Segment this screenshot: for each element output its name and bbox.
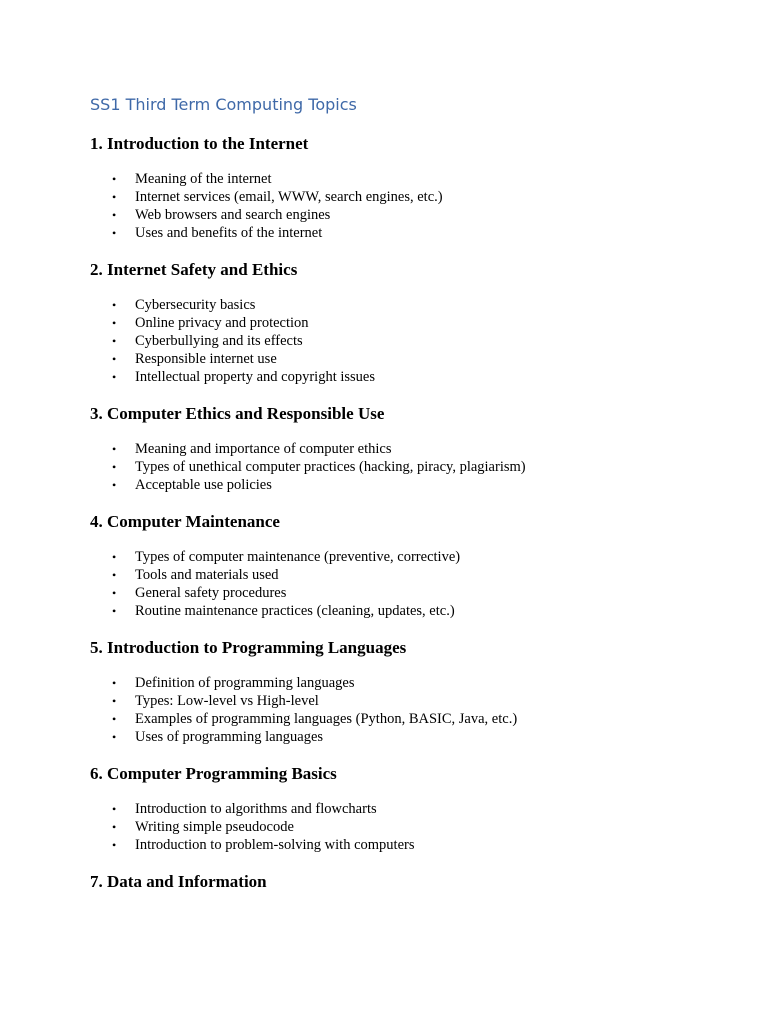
list-item-text: Intellectual property and copyright issues xyxy=(135,369,375,385)
bullet-list xyxy=(90,440,710,494)
document-title: SS1 Third Term Computing Topics xyxy=(90,95,357,114)
bullet-icon: • xyxy=(112,460,117,474)
list-item-text: Meaning and importance of computer ethics xyxy=(135,441,392,457)
section-heading: 3. Computer Ethics and Responsible Use xyxy=(90,404,385,423)
section-heading: 5. Introduction to Programming Languages xyxy=(90,638,407,657)
bullet-list xyxy=(90,800,710,854)
bullet-icon: • xyxy=(112,334,117,348)
bullet-icon: • xyxy=(112,568,117,582)
section-4 xyxy=(90,511,710,620)
list-item-text: General safety procedures xyxy=(135,585,287,601)
list-item xyxy=(90,836,710,854)
list-item-text: Types of unethical computer practices (hacking, piracy, plagiarism) xyxy=(135,459,526,475)
section-6 xyxy=(90,763,710,854)
bullet-list xyxy=(90,674,710,746)
list-item-text: Definition of programming languages xyxy=(135,675,355,691)
list-item-text: Writing simple pseudocode xyxy=(135,819,294,835)
list-item-text: Tools and materials used xyxy=(135,567,279,583)
section-heading: 4. Computer Maintenance xyxy=(90,512,280,531)
bullet-icon: • xyxy=(112,478,117,492)
bullet-icon: • xyxy=(112,712,117,726)
bullet-icon: • xyxy=(112,730,117,744)
list-item xyxy=(90,476,710,494)
list-item xyxy=(90,548,710,566)
section-3 xyxy=(90,403,710,494)
bullet-icon: • xyxy=(112,550,117,564)
list-item-text: Acceptable use policies xyxy=(135,477,272,493)
list-item xyxy=(90,818,710,836)
list-item xyxy=(90,170,710,188)
list-item-text: Introduction to algorithms and flowcharts xyxy=(135,801,377,817)
section-2 xyxy=(90,259,710,386)
list-item xyxy=(90,602,710,620)
bullet-icon: • xyxy=(112,838,117,852)
list-item-text: Web browsers and search engines xyxy=(135,207,331,223)
bullet-icon: • xyxy=(112,604,117,618)
list-item xyxy=(90,440,710,458)
bullet-icon: • xyxy=(112,352,117,366)
list-item-text: Cyberbullying and its effects xyxy=(135,333,303,349)
list-item xyxy=(90,206,710,224)
list-item xyxy=(90,368,710,386)
list-item xyxy=(90,332,710,350)
list-item xyxy=(90,224,710,242)
list-item xyxy=(90,314,710,332)
list-item-text: Online privacy and protection xyxy=(135,315,309,331)
list-item-text: Types of computer maintenance (preventive, corrective) xyxy=(135,549,461,565)
list-item xyxy=(90,674,710,692)
list-item-text: Responsible internet use xyxy=(135,351,277,367)
bullet-icon: • xyxy=(112,298,117,312)
section-7 xyxy=(90,871,710,893)
bullet-icon: • xyxy=(112,172,117,186)
bullet-list xyxy=(90,296,710,386)
bullet-list xyxy=(90,548,710,620)
bullet-icon: • xyxy=(112,676,117,690)
bullet-icon: • xyxy=(112,442,117,456)
list-item-text: Routine maintenance practices (cleaning, updates, etc.) xyxy=(135,603,455,619)
list-item xyxy=(90,692,710,710)
list-item xyxy=(90,728,710,746)
list-item xyxy=(90,584,710,602)
list-item xyxy=(90,350,710,368)
list-item xyxy=(90,800,710,818)
bullet-list xyxy=(90,170,710,242)
list-item xyxy=(90,710,710,728)
bullet-icon: • xyxy=(112,802,117,816)
section-heading: 7. Data and Information xyxy=(90,872,267,891)
bullet-icon: • xyxy=(112,820,117,834)
list-item-text: Uses of programming languages xyxy=(135,729,324,745)
bullet-icon: • xyxy=(112,370,117,384)
section-heading: 6. Computer Programming Basics xyxy=(90,764,337,783)
list-item-text: Examples of programming languages (Python, BASIC, Java, etc.) xyxy=(135,711,518,727)
list-item xyxy=(90,566,710,584)
list-item-text: Cybersecurity basics xyxy=(135,297,256,313)
bullet-icon: • xyxy=(112,586,117,600)
section-heading: 1. Introduction to the Internet xyxy=(90,134,309,153)
section-list xyxy=(90,133,710,893)
section-heading: 2. Internet Safety and Ethics xyxy=(90,260,298,279)
list-item xyxy=(90,188,710,206)
section-1 xyxy=(90,133,710,242)
list-item-text: Introduction to problem-solving with computers xyxy=(135,837,415,853)
bullet-icon: • xyxy=(112,190,117,204)
section-5 xyxy=(90,637,710,746)
list-item xyxy=(90,458,710,476)
list-item-text: Uses and benefits of the internet xyxy=(135,225,323,241)
bullet-icon: • xyxy=(112,208,117,222)
bullet-icon: • xyxy=(112,226,117,240)
list-item-text: Internet services (email, WWW, search engines, etc.) xyxy=(135,189,443,205)
bullet-icon: • xyxy=(112,316,117,330)
bullet-icon: • xyxy=(112,694,117,708)
list-item-text: Meaning of the internet xyxy=(135,171,272,187)
document-page xyxy=(90,93,710,893)
list-item xyxy=(90,296,710,314)
list-item-text: Types: Low-level vs High-level xyxy=(135,693,319,709)
